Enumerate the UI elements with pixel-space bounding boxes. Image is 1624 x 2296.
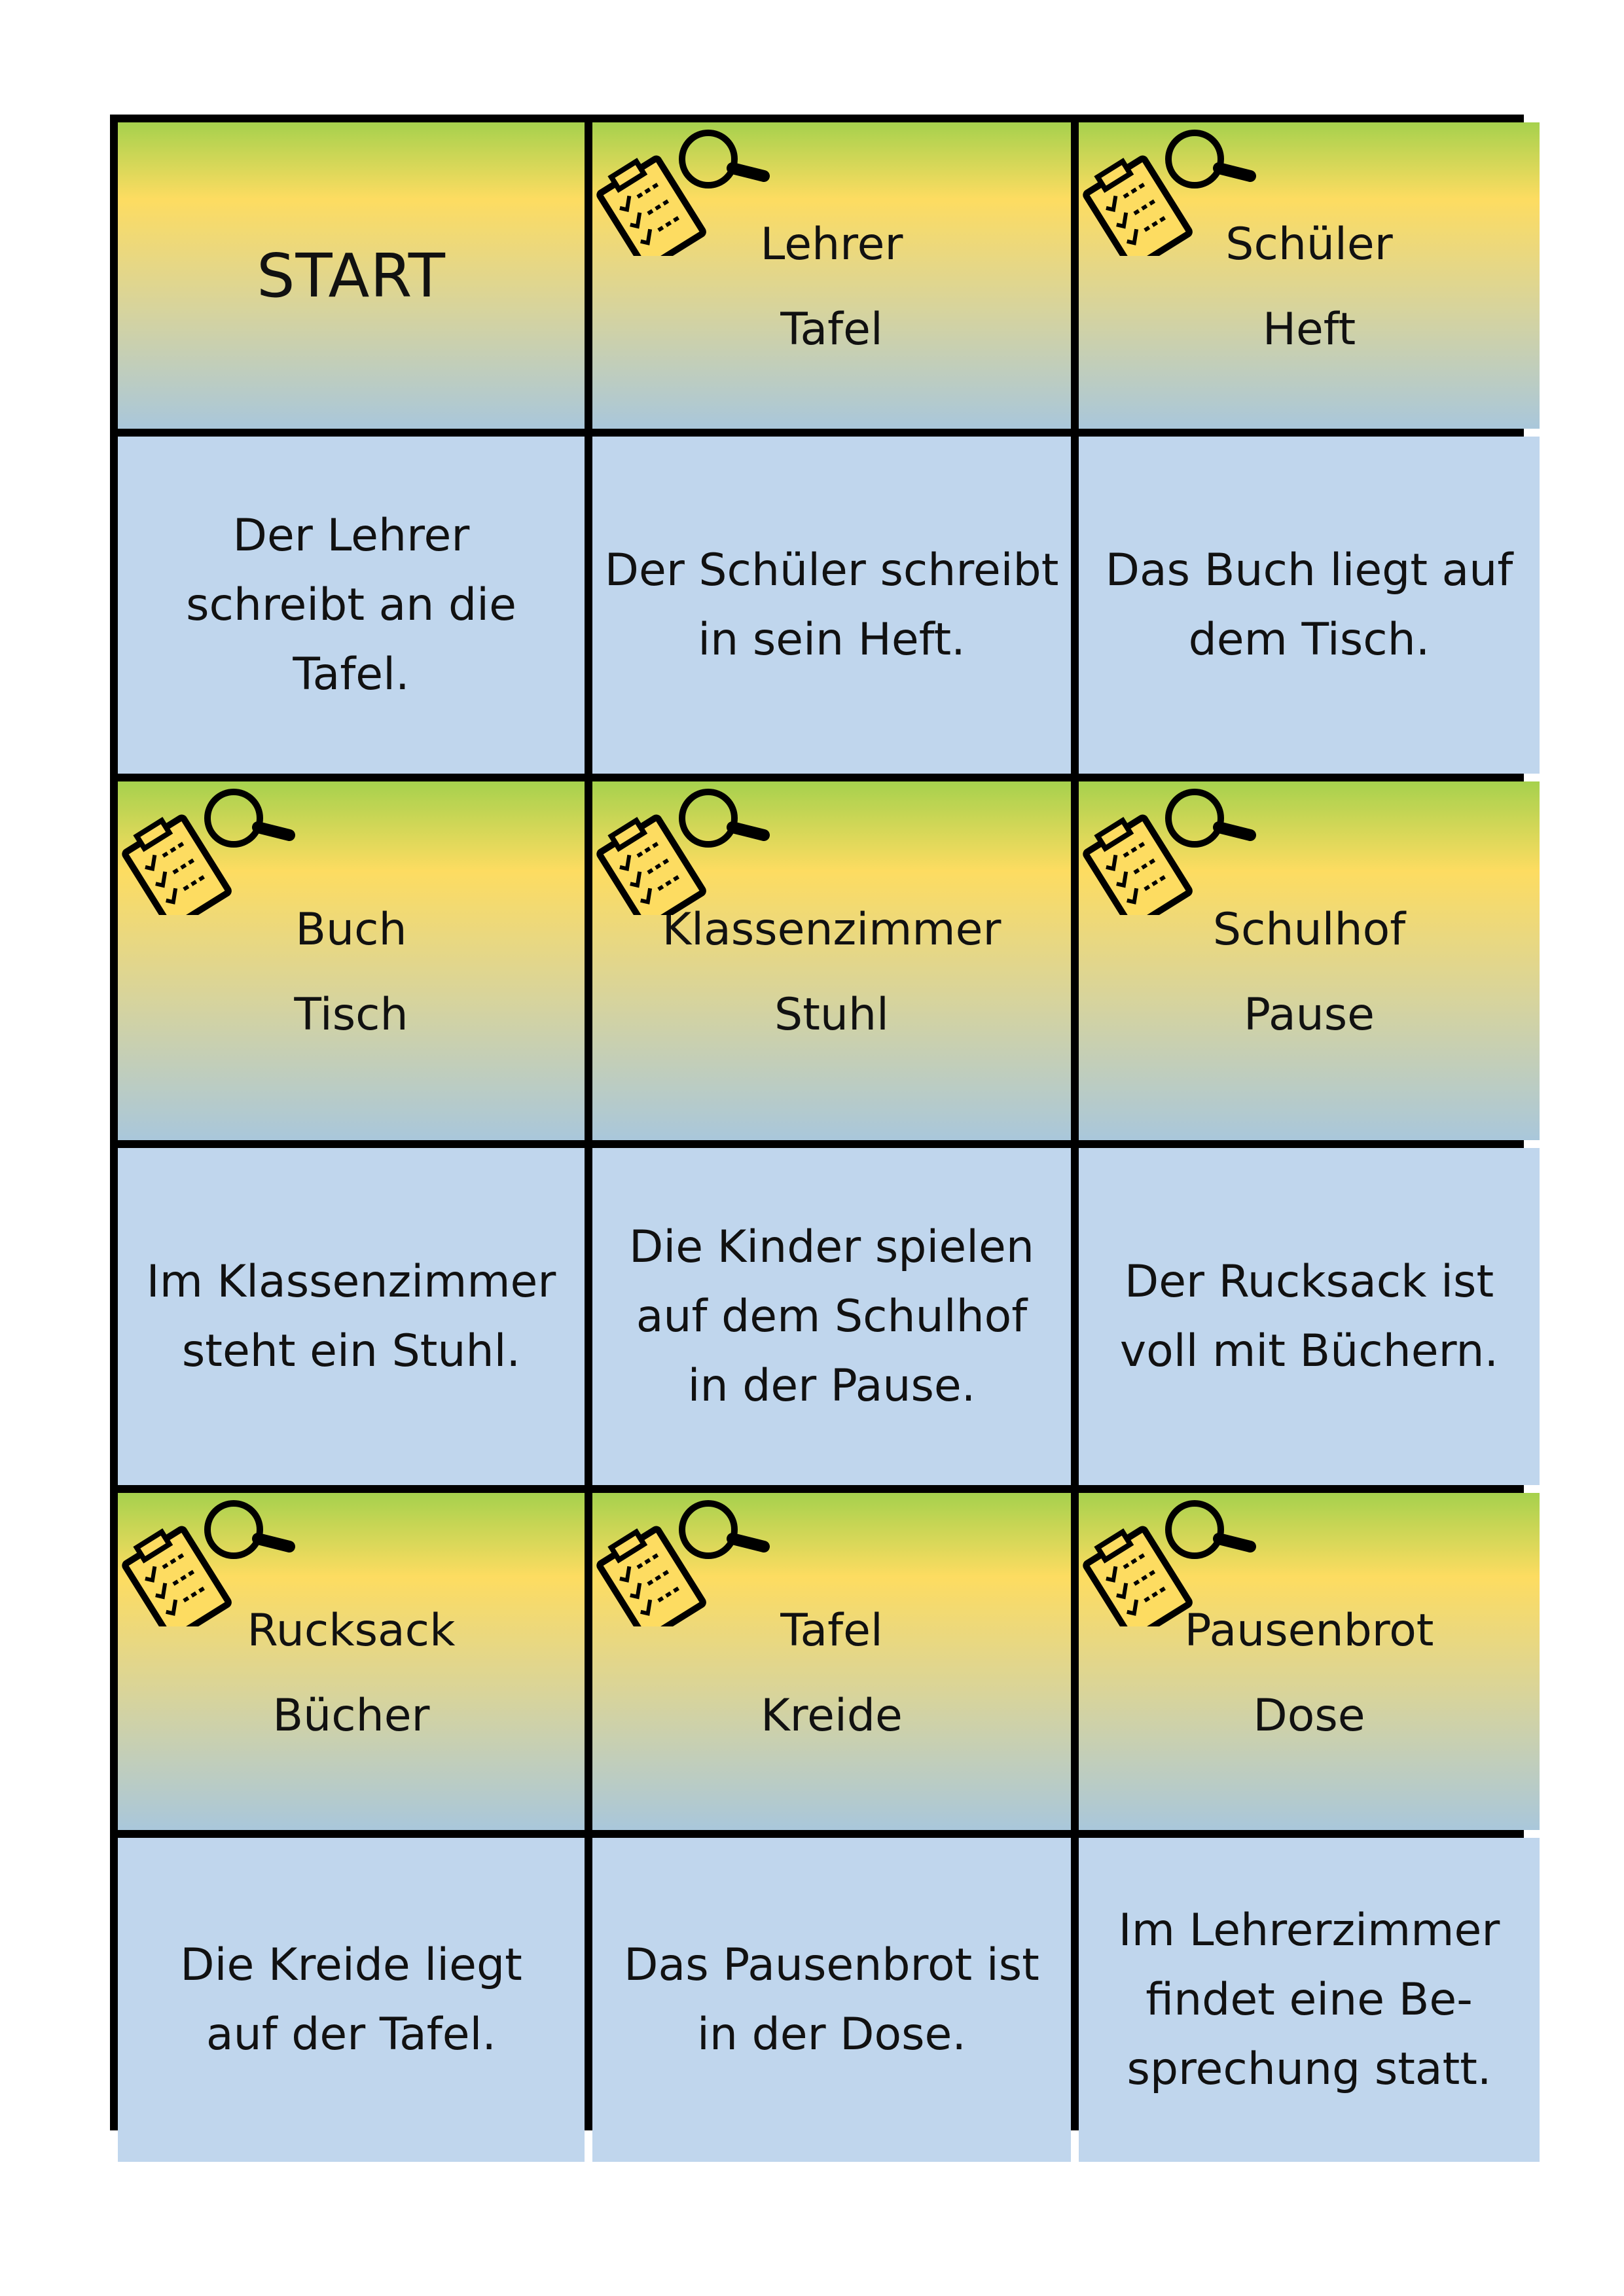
word: Klassenzimmer bbox=[662, 904, 1001, 956]
sentence-line: voll mit Büchern. bbox=[1119, 1325, 1499, 1377]
word: Lehrer bbox=[760, 219, 903, 270]
word-card bbox=[592, 1493, 1071, 1830]
word: Schulhof bbox=[1212, 904, 1406, 956]
sentence-line: Die Kinder spielen bbox=[628, 1221, 1034, 1273]
clipboard-magnifier-icon bbox=[592, 784, 784, 915]
sentence-card bbox=[118, 1838, 585, 2162]
sentence-line: sprechung statt. bbox=[1127, 2043, 1492, 2095]
domino-board bbox=[110, 115, 1524, 2130]
sentence-line: Das Buch liegt auf bbox=[1105, 544, 1513, 596]
clipboard-magnifier-icon bbox=[118, 1496, 309, 1626]
sentence-card bbox=[592, 1838, 1071, 2162]
sentence-line: auf der Tafel. bbox=[206, 2008, 497, 2060]
clipboard-magnifier-icon bbox=[592, 1496, 784, 1626]
word: Tafel bbox=[780, 304, 883, 355]
start-label: START bbox=[257, 240, 446, 311]
clipboard-magnifier-icon bbox=[592, 125, 784, 256]
word: Bücher bbox=[272, 1689, 430, 1742]
word-card bbox=[592, 781, 1071, 1140]
word-card bbox=[118, 781, 585, 1140]
word: Kreide bbox=[761, 1689, 903, 1742]
start-card bbox=[118, 122, 585, 429]
sentence-card bbox=[118, 437, 585, 774]
sentence-card bbox=[118, 1148, 585, 1485]
sentence-card bbox=[1079, 1148, 1540, 1485]
word-card bbox=[592, 122, 1071, 429]
sentence-line: in der Dose. bbox=[696, 2008, 967, 2060]
word: Dose bbox=[1253, 1689, 1365, 1742]
word: Heft bbox=[1262, 304, 1356, 355]
clipboard-magnifier-icon bbox=[1079, 125, 1270, 256]
sentence-line: Das Pausenbrot ist bbox=[624, 1939, 1039, 1991]
word-card bbox=[118, 1493, 585, 1830]
sentence-line: Der Rucksack ist bbox=[1124, 1255, 1494, 1308]
sentence-card bbox=[592, 1148, 1071, 1485]
word-card bbox=[1079, 781, 1540, 1140]
sentence-line: auf dem Schulhof bbox=[636, 1290, 1028, 1342]
sentence-line: Der Lehrer bbox=[232, 509, 470, 562]
sentence-card bbox=[592, 437, 1071, 774]
sentence-line: Die Kreide liegt bbox=[180, 1939, 522, 1991]
sentence-line: findet eine Be- bbox=[1146, 1973, 1473, 2026]
word-card bbox=[1079, 122, 1540, 429]
clipboard-magnifier-icon bbox=[118, 784, 309, 915]
clipboard-magnifier-icon bbox=[1079, 1496, 1270, 1626]
sentence-line: in der Pause. bbox=[687, 1359, 976, 1412]
word: Schüler bbox=[1225, 219, 1393, 270]
sentence-line: Im Lehrerzimmer bbox=[1118, 1904, 1500, 1956]
word: Rucksack bbox=[247, 1604, 456, 1657]
clipboard-magnifier-icon bbox=[1079, 784, 1270, 915]
word: Pausenbrot bbox=[1184, 1604, 1434, 1657]
sentence-line: Tafel. bbox=[293, 648, 410, 700]
sentence-line: schreibt an die bbox=[186, 579, 516, 631]
sentence-card bbox=[1079, 1838, 1540, 2162]
word: Pause bbox=[1244, 989, 1375, 1041]
sentence-line: in sein Heft. bbox=[698, 613, 965, 666]
word-card bbox=[1079, 1493, 1540, 1830]
sentence-line: Der Schüler schreibt bbox=[604, 544, 1059, 596]
word: Tisch bbox=[294, 989, 408, 1041]
word: Stuhl bbox=[774, 989, 889, 1041]
sentence-line: steht ein Stuhl. bbox=[181, 1325, 521, 1377]
word: Tafel bbox=[780, 1604, 883, 1657]
word: Buch bbox=[295, 904, 407, 956]
sentence-card bbox=[1079, 437, 1540, 774]
sentence-line: dem Tisch. bbox=[1188, 613, 1430, 666]
sentence-line: Im Klassenzimmer bbox=[146, 1255, 556, 1308]
